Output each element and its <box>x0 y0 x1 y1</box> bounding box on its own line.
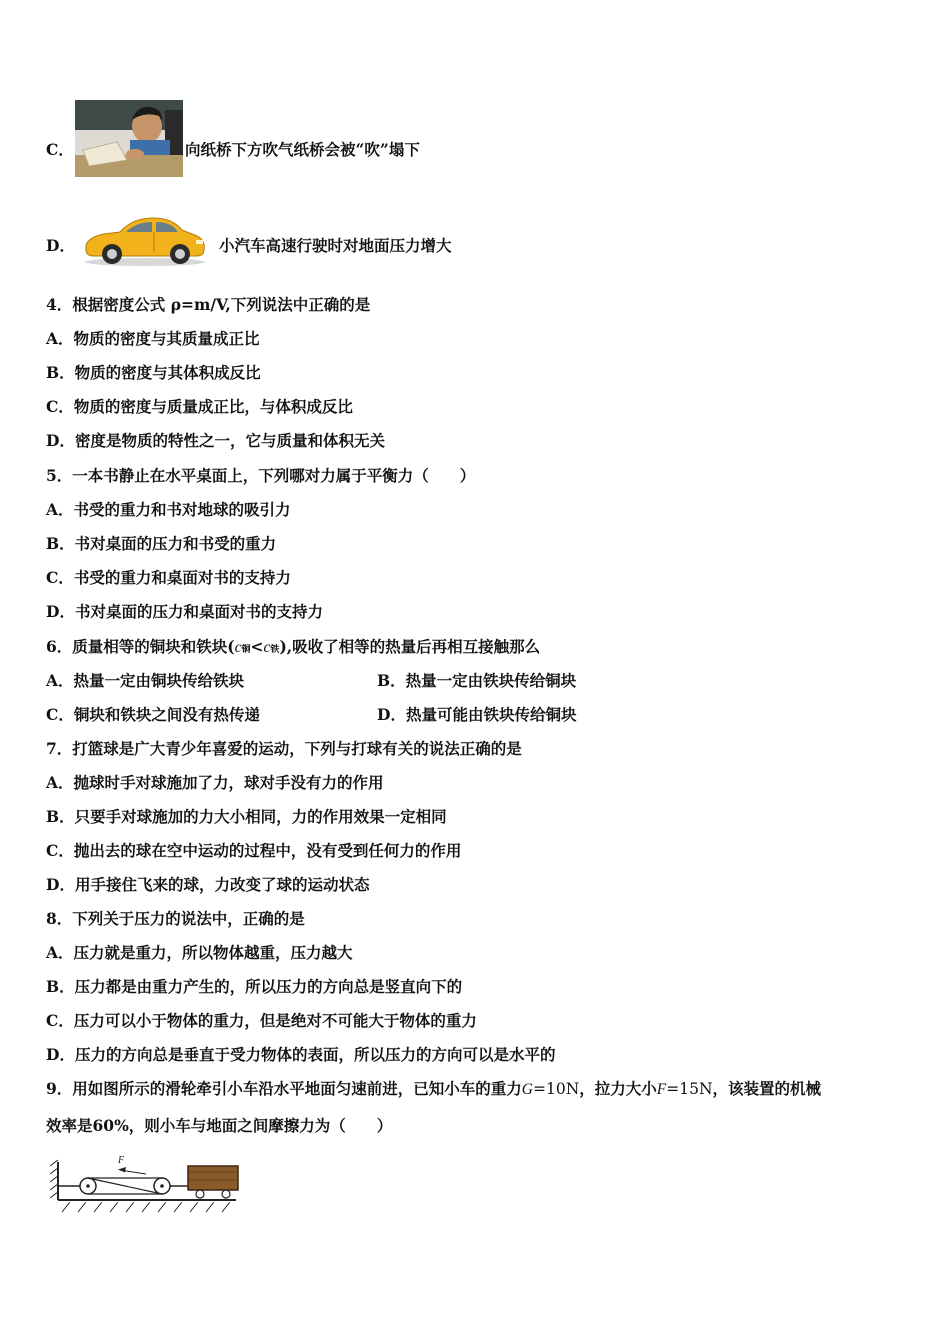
q8-stem: 8．下列关于压力的说法中，正确的是 <box>46 909 305 928</box>
q9-f-value: =15N <box>666 1080 713 1098</box>
q3-option-d-label: D． <box>46 236 75 255</box>
q4-option-c: C．物质的密度与质量成正比，与体积成反比 <box>46 397 353 416</box>
q5-option-a: A．书受的重力和书对地球的吸引力 <box>46 500 291 519</box>
q4-stem <box>46 295 370 315</box>
q4-option-d: D．密度是物质的特性之一，它与质量和体积无关 <box>46 431 385 450</box>
q3-option-c-text: 向纸桥下方吹气纸桥会被“吹”塌下 <box>185 140 420 159</box>
q6-option-d: D．热量可能由铁块传给铜块 <box>377 705 577 724</box>
q8-option-a: A．压力就是重力，所以物体越重，压力越大 <box>46 943 353 962</box>
q4-rho-symbol: ρ <box>170 295 181 314</box>
q7-option-b: B．只要手对球施加的力大小相同，力的作用效果一定相同 <box>46 807 447 826</box>
q9-stem-part-a: 9．用如图所示的滑轮牵引小车沿水平地面匀速前进，已知小车的重力 <box>46 1079 522 1098</box>
q6-c-symbol-2: c <box>263 639 271 656</box>
q6-subscript-copper: 铜 <box>241 645 251 655</box>
q7-stem: 7．打篮球是广大青少年喜爱的运动，下列与打球有关的说法正确的是 <box>46 739 522 758</box>
boy-blowing-paper-bridge-photo <box>75 100 183 177</box>
q7-option-a: A．抛球时手对球施加了力，球对手没有力的作用 <box>46 773 384 792</box>
q6-stem-part-a: 6．质量相等的铜块和铁块( <box>46 637 235 656</box>
q9-stem-line-2: 效率是60%，则小车与地面之间摩擦力为（ ） <box>46 1116 393 1135</box>
q3-option-c-label: C． <box>46 140 74 159</box>
q6-option-b: B．热量一定由铁块传给铜块 <box>377 671 577 690</box>
q9-f-symbol: F <box>656 1081 667 1098</box>
q4-option-b: B．物质的密度与其体积成反比 <box>46 363 261 382</box>
pulley-cart-diagram <box>48 1150 244 1220</box>
q8-option-b: B．压力都是由重力产生的，所以压力的方向总是竖直向下的 <box>46 977 463 996</box>
q8-option-d: D．压力的方向总是垂直于受力物体的表面，所以压力的方向可以是水平的 <box>46 1045 556 1064</box>
force-f-label: F <box>118 1155 125 1166</box>
q5-option-d: D．书对桌面的压力和桌面对书的支持力 <box>46 602 323 621</box>
q7-option-d: D．用手接住飞来的球，力改变了球的运动状态 <box>46 875 370 894</box>
q4-stem-part-b: =m/V,下列说法中正确的是 <box>181 295 371 314</box>
q6-c-symbol-1: c <box>234 639 242 656</box>
q9-stem-part-b: ，该装置的机械 <box>712 1079 822 1098</box>
q3-option-d-text: 小汽车高速行驶时对地面压力增大 <box>219 236 452 255</box>
q6-option-c: C．铜块和铁块之间没有热传递 <box>46 705 260 724</box>
q5-option-b: B．书对桌面的压力和书受的重力 <box>46 534 277 553</box>
q9-g-value: =10N <box>533 1080 580 1098</box>
q4-option-a: A．物质的密度与其质量成正比 <box>46 329 260 348</box>
q6-stem-part-b: ),吸收了相等的热量后再相互接触那么 <box>279 637 541 656</box>
q4-stem-part-a: 4．根据密度公式 <box>46 295 171 314</box>
q9-stem-mid: ，拉力大小 <box>579 1079 657 1098</box>
q5-option-c: C．书受的重力和桌面对书的支持力 <box>46 568 291 587</box>
yellow-car-illustration <box>80 212 210 268</box>
q8-option-c: C．压力可以小于物体的重力，但是绝对不可能大于物体的重力 <box>46 1011 477 1030</box>
q6-subscript-iron: 铁 <box>270 645 280 655</box>
q9-stem-line-1 <box>46 1079 821 1100</box>
q5-stem: 5．一本书静止在水平桌面上，下列哪对力属于平衡力（ ） <box>46 466 476 485</box>
q6-option-a: A．热量一定由铜块传给铁块 <box>46 671 245 690</box>
q7-option-c: C．抛出去的球在空中运动的过程中，没有受到任何力的作用 <box>46 841 462 860</box>
q6-less-than: < <box>250 637 264 656</box>
q9-g-symbol: G <box>521 1081 533 1098</box>
q6-stem <box>46 637 540 660</box>
